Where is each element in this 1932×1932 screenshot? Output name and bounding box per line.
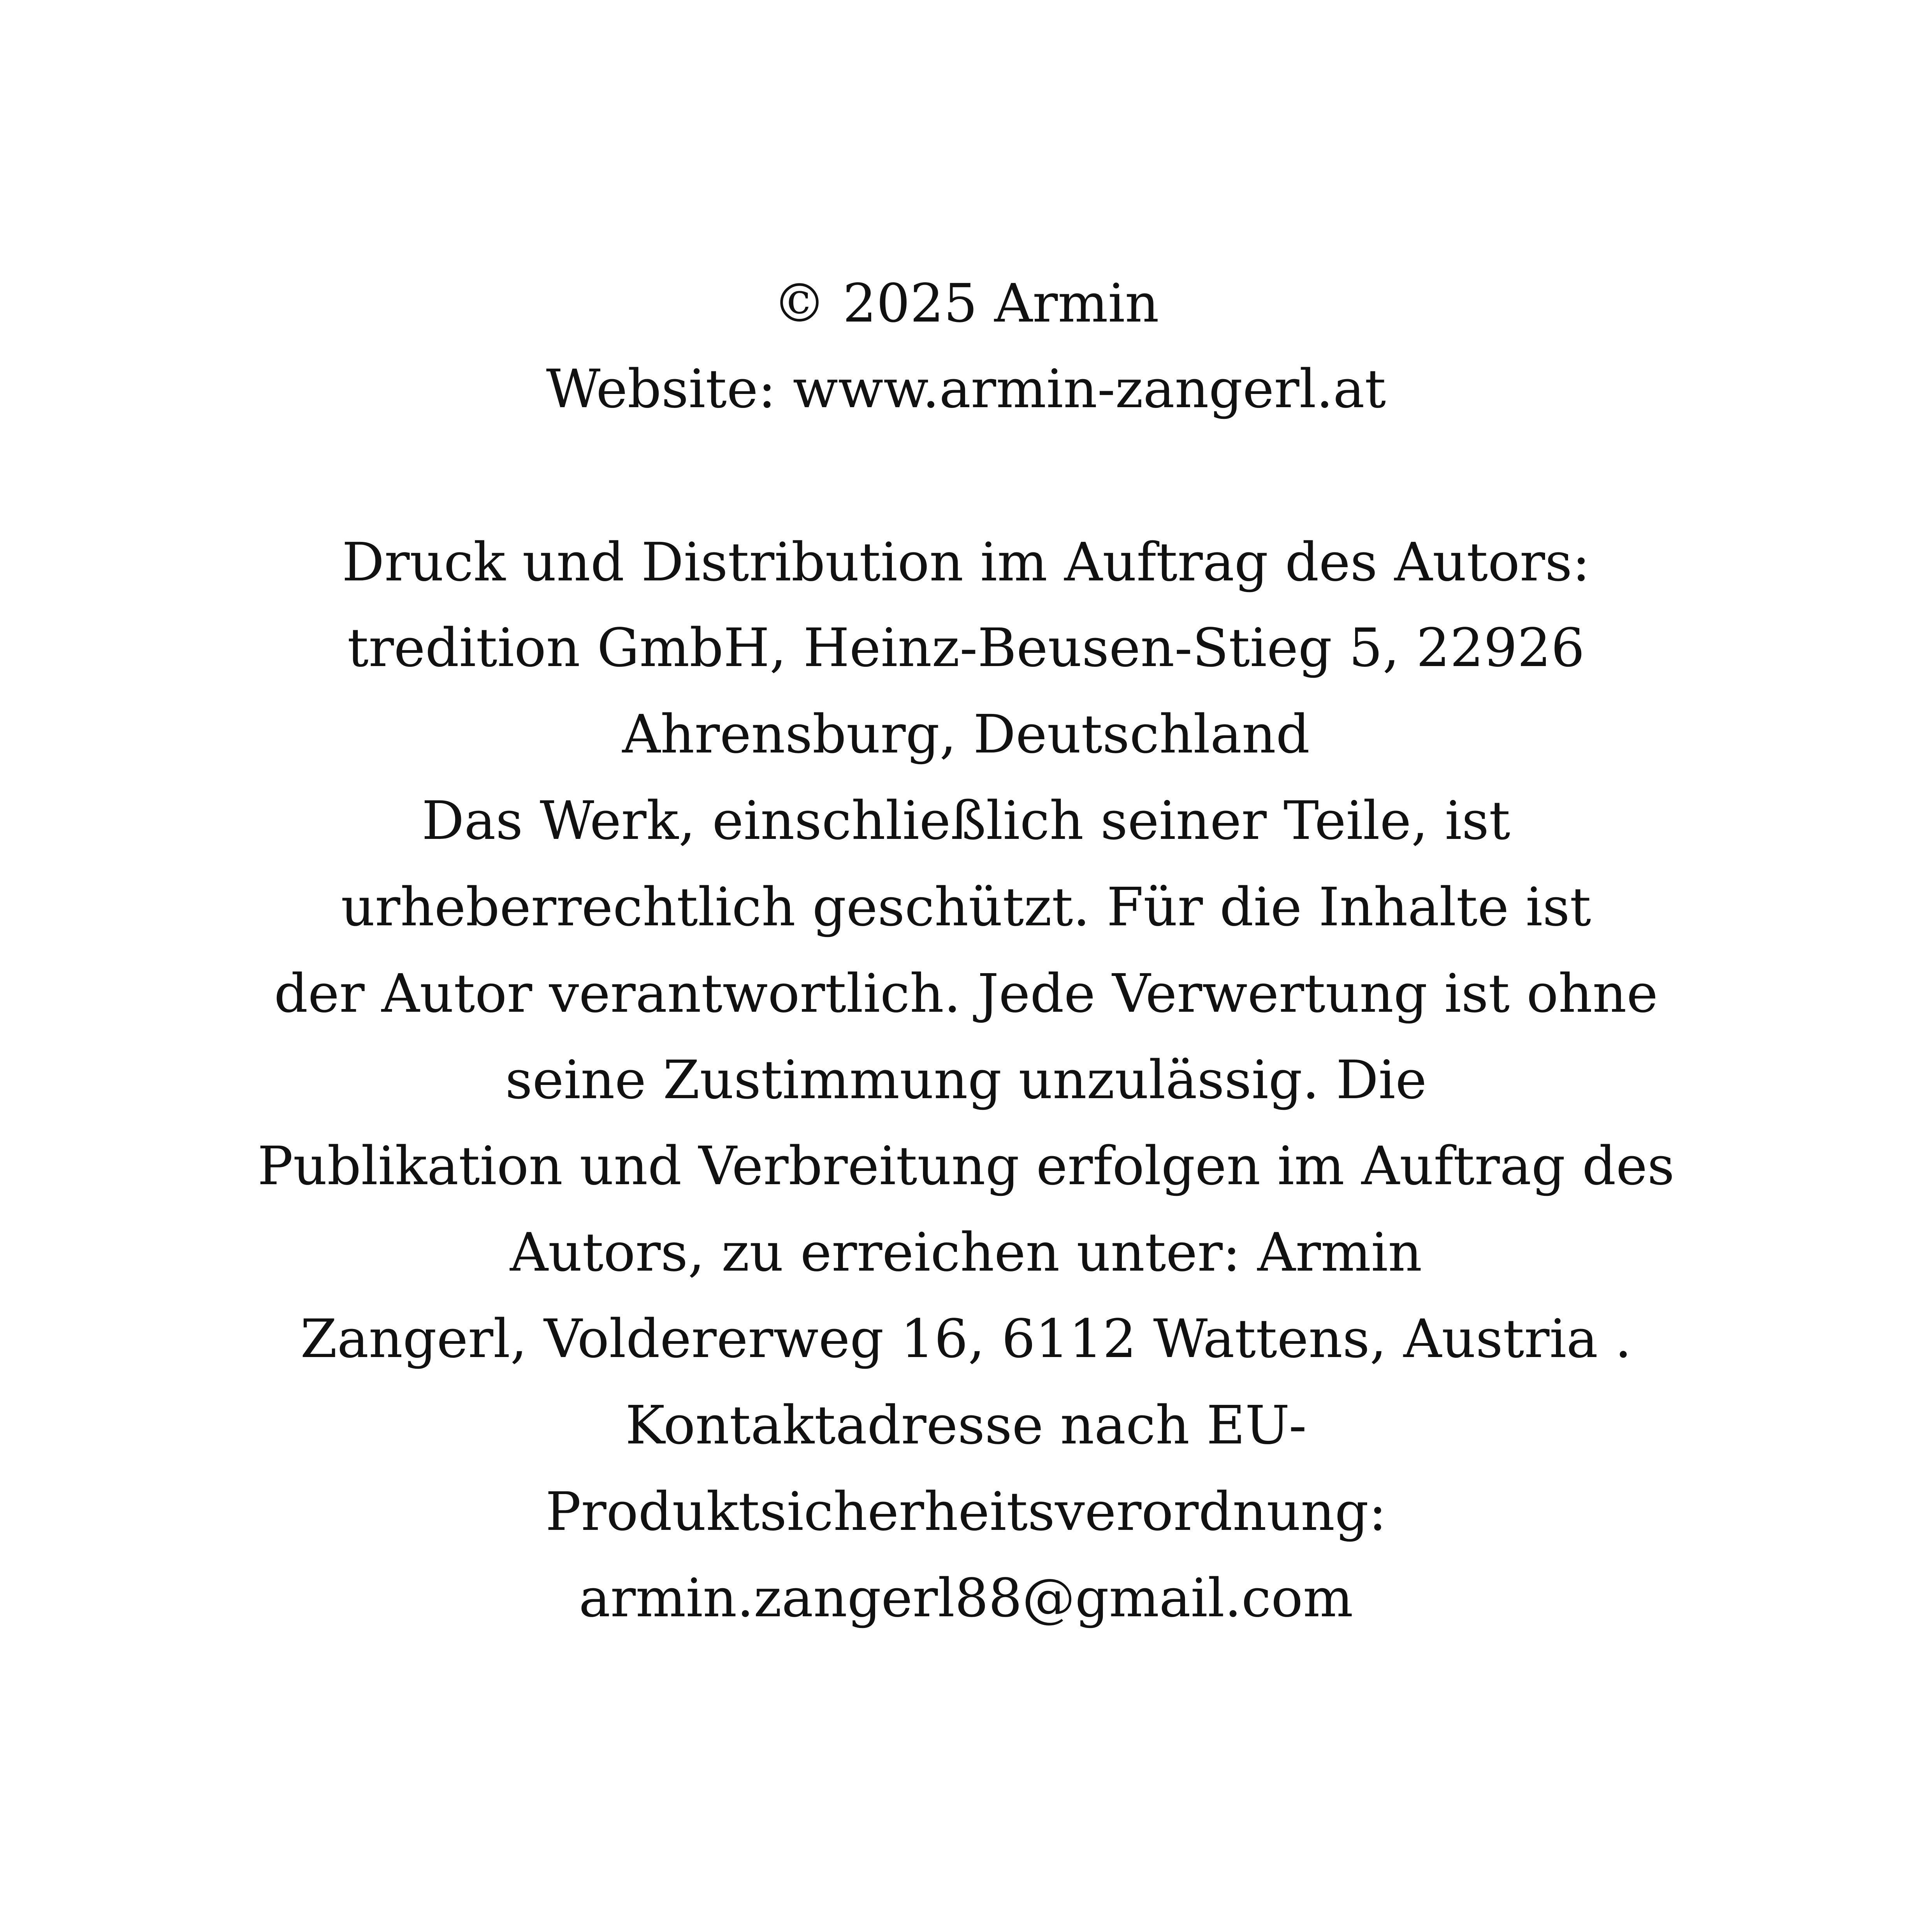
imprint-line: Druck und Distribution im Auftrag des Autors: <box>342 532 1590 593</box>
imprint-line: Produktsicherheitsverordnung: <box>545 1481 1387 1543</box>
imprint-line: der Autor verantwortlich. Jede Verwertung ist ohne <box>274 963 1658 1025</box>
imprint-line: Autors, zu erreichen unter: Armin <box>510 1222 1422 1283</box>
copyright-line: © 2025 Armin <box>773 273 1159 334</box>
imprint-line: seine Zustimmung unzulässig. Die <box>505 1050 1427 1111</box>
imprint-line: Publikation und Verbreitung erfolgen im Auftrag des <box>257 1136 1675 1197</box>
website-line: Website: www.armin-zangerl.at <box>546 359 1386 420</box>
imprint-line: urheberrechtlich geschützt. Für die Inhalte ist <box>341 877 1591 938</box>
imprint-line: Kontaktadresse nach EU- <box>625 1395 1307 1456</box>
imprint-line: Ahrensburg, Deutschland <box>622 704 1310 765</box>
contact-email: armin.zangerl88@gmail.com <box>578 1568 1354 1629</box>
imprint-line: tredition GmbH, Heinz-Beusen-Stieg 5, 22926 <box>347 617 1585 679</box>
imprint-line: Das Werk, einschließlich seiner Teile, ist <box>422 790 1510 852</box>
imprint-line: Zangerl, Voldererweg 16, 6112 Wattens, Austria . <box>300 1308 1632 1370</box>
